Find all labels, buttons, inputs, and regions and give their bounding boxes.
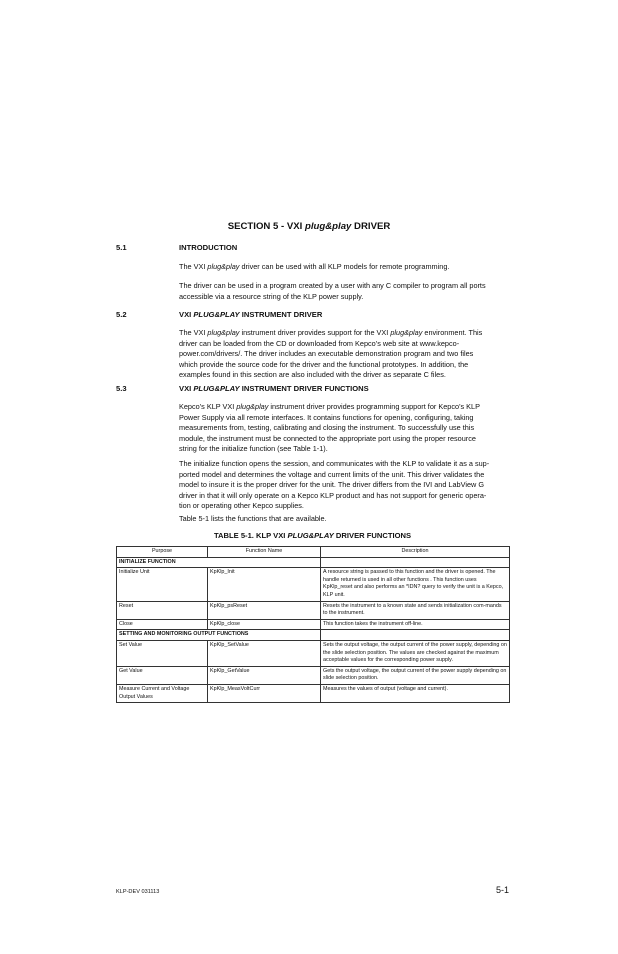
- table-row: [117, 640, 510, 666]
- description-cell: Measures the values of output (voltage and current).: [321, 684, 510, 702]
- table-group-row: [117, 630, 510, 641]
- table-row: [117, 601, 510, 619]
- paragraph-driver-functions-1: Kepco’s KLP VXI plug&play instrument driver provides programming support for Kepco’s KLP Power Supply via all remote interfaces. It contains functions for opening, configuring, taking measurements from, testing, calibrating and closing the instrument. To successfully use this module, the instrument must be connected to the appropriate port using the proper resource string for the initialize function (see Table 1-1).: [179, 402, 480, 454]
- paragraph-driver-functions-2: The initialize function opens the session, and communicates with the KLP to validate it as a sup- ported model and determines the voltage and current limits of the unit. This driver validates the model to insure it is the proper driver for the unit. The driver differs from the IVI and LabView G driver in that it will only operate on a Kepco KLP product and has not support for generic opera- tion or operating other Kepco supplies.: [179, 459, 490, 511]
- function-name-cell: KpKlp_SetValue: [208, 640, 321, 666]
- footer-document-id: KLP-DEV 031113: [116, 889, 160, 895]
- purpose-cell: Measure Current and Voltage Output Values: [117, 684, 208, 702]
- table-row: [117, 684, 510, 702]
- function-name-cell: KpKlp_GetValue: [208, 666, 321, 684]
- column-header-function-name: Function Name: [208, 547, 321, 558]
- paragraph-intro-2: The driver can be used in a program created by a user with any C compiler to program all ports accessible via a resource string of the KLP power supply.: [179, 281, 486, 301]
- purpose-cell: Close: [117, 619, 208, 630]
- description-cell: This function takes the instrument off-line.: [321, 619, 510, 630]
- page-number: 5-1: [495, 885, 509, 895]
- section-number-5-1: 5.1: [116, 243, 127, 252]
- functions-table: [116, 546, 510, 703]
- section-number-5-2: 5.2: [116, 310, 127, 319]
- purpose-cell: Reset: [117, 601, 208, 619]
- description-cell: A resource string is passed to this function and the driver is opened. The handle returned is used in all other functions . This function uses KpKlp_reset and also performs an *IDN? query to verify the unit is a Kepco, KLP unit.: [321, 568, 510, 601]
- column-header-description: Description: [321, 547, 510, 558]
- heading-introduction: INTRODUCTION: [179, 243, 238, 252]
- section-number-5-3: 5.3: [116, 384, 127, 393]
- function-name-cell: KpKlp_MeasVoltCurr: [208, 684, 321, 702]
- table-title: TABLE 5-1. KLP VXI PLUG&PLAY DRIVER FUNCTIONS: [213, 531, 412, 540]
- group-label: SETTING AND MONITORING OUTPUT FUNCTIONS: [117, 630, 321, 641]
- table-header-row: [117, 547, 510, 558]
- table-group-row: [117, 557, 510, 568]
- function-name-cell: KpKlp_psReset: [208, 601, 321, 619]
- purpose-cell: Get Value: [117, 666, 208, 684]
- function-name-cell: KpKlp_close: [208, 619, 321, 630]
- table-row: [117, 568, 510, 601]
- table-row: [117, 666, 510, 684]
- heading-driver-functions: VXI PLUG&PLAY INSTRUMENT DRIVER FUNCTIONS: [179, 384, 369, 393]
- heading-instrument-driver: VXI PLUG&PLAY INSTRUMENT DRIVER: [179, 310, 323, 319]
- function-name-cell: KpKlp_Init: [208, 568, 321, 601]
- description-cell: Resets the instrument to a known state and sends initialization com-mands to the instrument.: [321, 601, 510, 619]
- paragraph-instrument-driver: The VXI plug&play instrument driver provides support for the VXI plug&play environment. This driver can be loaded from the CD or downloaded from Kepco’s web site at www.kepco- power.com/drivers/. The driver includes an executable demonstration program and two files which provide the source code for the driver and the functional prototypes. In addition, the examples found in this section are also included with the driver as separate C files.: [179, 328, 483, 380]
- section-title: SECTION 5 - VXI plug&play DRIVER: [227, 221, 391, 232]
- description-cell: Sets the output voltage, the output current of the power supply, depending on the slide selection position. The values are checked against the maximum acceptable values for the corresponding power supply.: [321, 640, 510, 666]
- paragraph-table-intro: Table 5-1 lists the functions that are available.: [179, 514, 327, 523]
- column-header-purpose: Purpose: [117, 547, 208, 558]
- purpose-cell: Set Value: [117, 640, 208, 666]
- paragraph-intro-1: The VXI plug&play driver can be used with all KLP models for remote programming.: [179, 262, 450, 271]
- description-cell: Gets the output voltage, the output current of the power supply depending on slide selection position.: [321, 666, 510, 684]
- purpose-cell: Initialize Unit: [117, 568, 208, 601]
- table-row: [117, 619, 510, 630]
- group-label: INITIALIZE FUNCTION: [117, 557, 321, 568]
